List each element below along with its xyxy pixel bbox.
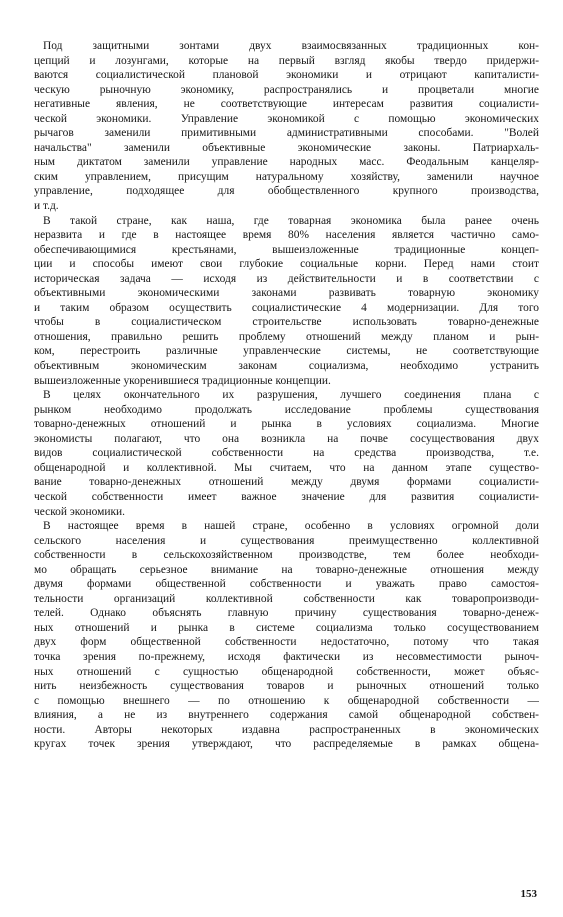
text-line: точка зрения по-прежнему, исходя фактически из несовместимости рыноч-	[34, 650, 539, 663]
text-line: объективным экономическим законам социализма, необходимо устранить	[34, 360, 539, 373]
text-line: вание товарно-денежных отношений между двумя формами социалисти-	[34, 476, 539, 489]
paragraph-1	[34, 39, 539, 214]
text-line: товарно-денежных отношений и рынка в условиях социализма. Многие	[34, 418, 539, 431]
text-line: чтобы в социалистическом строительстве использовать товарно-денежные	[34, 316, 539, 329]
text-line: цепций и лозунгами, которые на первый взгляд якобы твердо придержи-	[34, 54, 539, 67]
text-line: нить неизбежность существования товаров и рыночных отношений только	[34, 680, 539, 693]
text-line: рынком необходимо продолжать исследование проблемы существования	[34, 403, 539, 416]
text-line: собственности в сельскохозяйственном производстве, тем более необходи-	[34, 549, 539, 562]
text-line: двумя формами общественной собственности и уважать право самостоя-	[34, 578, 539, 591]
text-line: неразвита и где в настоящее время 80% населения является частично само-	[34, 229, 539, 242]
text-line: управление, подходящее для обобществленного крупного производства,	[34, 185, 539, 198]
text-line: телей. Однако объяснять главную причину существования товарно-денеж-	[34, 607, 539, 620]
text-line: В такой стране, как наша, где товарная экономика была ранее очень	[43, 214, 539, 227]
text-line: тельности организаций коллективной собственности как товаропроизводи-	[34, 592, 539, 605]
text-line: сельского населения и существования преимущественно коллективной	[34, 534, 539, 547]
text-line: двух форм общественной собственности недостаточно, потому что такая	[34, 636, 539, 649]
text-line: негативные явления, не соответствующие интересам развития социалисти-	[34, 98, 539, 111]
paragraph-3	[34, 388, 539, 519]
text-line: ком, перестроить различные управленческие системы, не соответствующие	[34, 345, 539, 358]
text-line: Под защитными зонтами двух взаимосвязанных традиционных кон-	[43, 40, 539, 52]
text-line: и таким образом осуществить социалистические 4 модернизации. Для того	[34, 301, 539, 314]
text-line: с помощью внешнего — по отношению к общенародной собственности —	[34, 694, 539, 707]
text-line: ческой экономики.	[34, 505, 125, 518]
text-line: рычагов заменили примитивными административными способами. "Волей	[34, 127, 539, 140]
text-line: обеспечивающимися крестьянами, вышеизложенные традиционные концеп-	[34, 243, 539, 256]
text-line: историческая задача — исходя из действительности и в соответствии с	[34, 272, 539, 285]
text-line: начальства" заменили объективные экономические законы. Патриархаль-	[34, 141, 539, 154]
text-line: ческой собственности имеет важное значение для развития социалисти-	[34, 490, 539, 503]
text-line: общенародной и коллективной. Мы считаем, что на данном этапе существо-	[34, 461, 539, 474]
text-line: В настоящее время в нашей стране, особенно в условиях огромной доли	[43, 520, 539, 533]
text-line: объективными экономическими законами развивать товарную экономику	[34, 287, 539, 300]
paragraph-4	[34, 519, 539, 752]
text-line: мо обращать серьезное внимание на товарно-денежные отношения между	[34, 563, 539, 576]
text-line: отношения, правильно решить проблему отношений между планом и рын-	[34, 330, 539, 343]
text-line: ским управлением, присущим натуральному хозяйству, заменили научное	[34, 170, 539, 183]
text-line: вышеизложенные укоренившиеся традиционные концепции.	[34, 374, 331, 387]
document-page	[34, 39, 539, 752]
text-line: кругах точек зрения утверждают, что распределяемые в рамках общена-	[34, 738, 539, 751]
text-line: ческую рыночную экономику, распространялись и процветали многие	[34, 83, 539, 96]
text-line: ческой экономики. Управление экономикой с помощью экономических	[34, 112, 539, 125]
text-line: видов социалистической собственности на средства производства, т.е.	[34, 447, 539, 460]
text-line: и т.д.	[34, 200, 59, 213]
text-line: ности. Авторы некоторых издавна распространенных в экономических	[34, 723, 539, 736]
text-line: влияния, а не из внутреннего содержания самой общенародной собствен-	[34, 709, 539, 722]
text-line: ных отношений с сущностью общенародной собственности, может объяс-	[34, 665, 539, 678]
text-line: экономисты полагают, что она возникла на почве сосуществования двух	[34, 432, 539, 445]
text-line: ных отношений и рынка в системе социализма только сосуществованием	[34, 621, 539, 634]
page-number: 153	[520, 888, 537, 900]
text-line: ным диктатом заменили управление народных масс. Феодальным канцеляр-	[34, 156, 539, 169]
text-line: ции и способы имеют свои глубокие социальные корни. Перед нами стоит	[34, 258, 539, 271]
paragraph-2	[34, 214, 539, 389]
text-line: В целях окончательного их разрушения, лучшего соединения плана с	[43, 389, 539, 402]
text-line: ваются социалистической плановой экономики и отрицают капиталисти-	[34, 69, 539, 82]
